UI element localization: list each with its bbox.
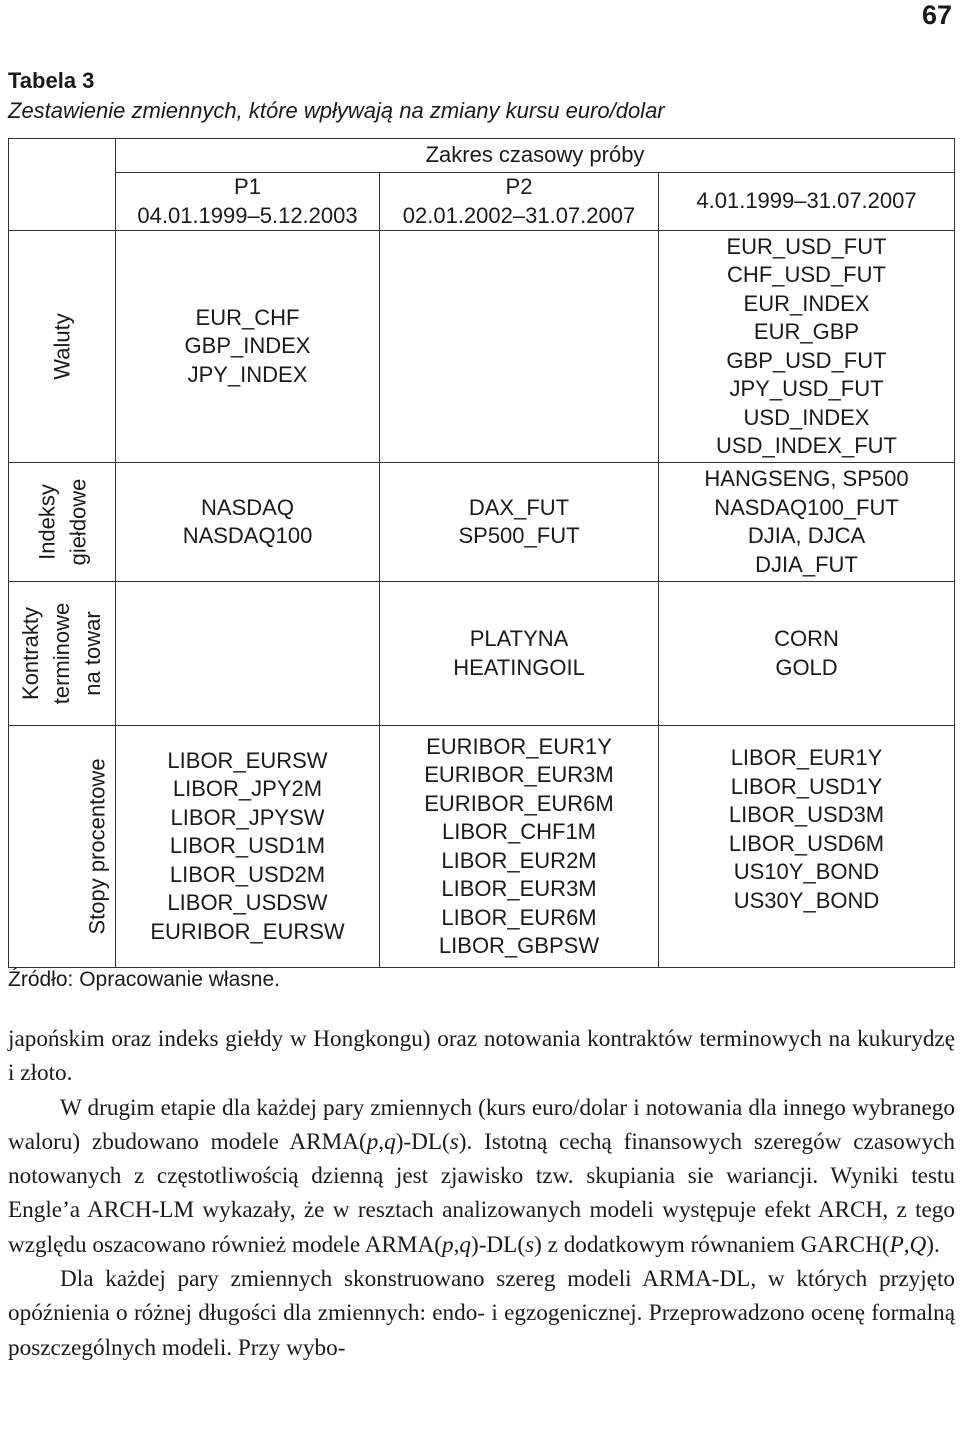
period-name: P1 (234, 174, 261, 199)
math-var: q (384, 1128, 396, 1155)
text-run: W drugim etapie dla każdej pary zmiennych (kurs euro/dolar i notowania dla innego wybranego waloru) zbudowano modele ARMA( (8, 1094, 955, 1155)
math-var: s (449, 1128, 459, 1155)
text-run: ) z dodatkowym równaniem GARCH( (534, 1231, 890, 1258)
cell-value: LIBOR_USDSW (167, 890, 328, 916)
table-cell (380, 463, 659, 582)
category-label: Kontrakty (18, 607, 44, 700)
cell-value: LIBOR_USD2M (169, 861, 326, 887)
period-name: P2 (505, 174, 533, 199)
category-cell (9, 582, 116, 726)
period-range: 02.01.2002–31.07.2007 (402, 202, 636, 228)
header-span-label: Zakres czasowy próby (116, 139, 955, 173)
category-label: na towar (80, 611, 106, 696)
cell-value: LIBOR_EUR3M (441, 876, 597, 901)
cell-value: CHF_USD_FUT (727, 262, 886, 287)
body-text (8, 1022, 955, 1365)
cell-value: LIBOR_EUR6M (441, 904, 597, 930)
math-var: p (442, 1231, 454, 1258)
cell-value: EURIBOR_EUR1Y (426, 733, 612, 759)
cell-value: NASDAQ100 (182, 523, 313, 548)
cell-value: LIBOR_JPY2M (172, 776, 323, 802)
cell-value: LIBOR_EUR2M (441, 847, 597, 873)
cell-value: GBP_INDEX (184, 333, 311, 359)
cell-value: US10Y_BOND (733, 859, 880, 884)
table-cell (659, 463, 955, 582)
table-cell (659, 582, 955, 726)
paragraph: Dla każdej pary zmiennych skonstruowano szereg modeli ARMA-DL, w których przyjęto opóźnienia o różnej długości dla zmiennych: endo- i egzogenicznej. Przeprowadzono ocenę formalną poszczególnych modeli. Przy wybo- (8, 1266, 955, 1361)
period-range: 4.01.1999–31.07.2007 (696, 188, 917, 214)
math-var: s (525, 1231, 535, 1258)
category-label: Stopy procentowe (84, 758, 110, 935)
cell-value: LIBOR_USD3M (728, 802, 885, 827)
header-periods-row (9, 173, 955, 231)
table-row (9, 582, 955, 726)
category-cell (9, 463, 116, 582)
text-run: )-DL( (395, 1128, 450, 1155)
table-cell (116, 582, 380, 726)
category-label: giełdowe (65, 478, 90, 566)
cell-value: HANGSENG, SP500 (704, 466, 909, 491)
math-var: Q (909, 1231, 927, 1258)
table-row (9, 463, 955, 582)
cell-value: LIBOR_EUR1Y (730, 745, 883, 770)
text-run: )-DL( (470, 1231, 526, 1258)
cell-value: EURIBOR_EURSW (150, 918, 345, 944)
cell-value: SP500_FUT (458, 523, 580, 548)
cell-value: EUR_USD_FUT (726, 233, 887, 259)
cell-value: NASDAQ (201, 494, 294, 520)
table-cell (659, 726, 955, 968)
text-run: ). Istotną cechą finansowych szeregów czasowych notowanych z częstotliwością dzienną jest zjawisko tzw. skupiania sie wariancji. Wyniki testu Engle’a ARCH-LM wykazały, że w resztach analizowanych modeli występuje efekt ARCH, z tego względu oszacowano również modele ARMA( (8, 1128, 955, 1258)
table-cell (380, 726, 659, 968)
cell-value: US30Y_BOND (733, 887, 880, 913)
cell-value: CORN (774, 626, 839, 651)
cell-value: LIBOR_USD1M (169, 833, 326, 859)
period-range: 04.01.1999–5.12.2003 (137, 202, 358, 228)
paragraph (8, 1091, 955, 1262)
table-cell (380, 582, 659, 726)
cell-value: LIBOR_GBPSW (438, 933, 600, 958)
cell-value: EUR_INDEX (743, 290, 870, 316)
cell-value: LIBOR_USD1Y (730, 773, 883, 799)
category-label: Waluty (49, 313, 75, 380)
header-corner-cell (9, 139, 116, 231)
category-cell (9, 726, 116, 968)
cell-value: EURIBOR_EUR3M (424, 762, 614, 787)
math-var: p (366, 1128, 379, 1155)
cell-value: GOLD (775, 654, 838, 680)
header-period-p1 (116, 173, 380, 231)
text-run: ). (926, 1231, 940, 1258)
cell-value: JPY_USD_FUT (729, 376, 884, 401)
category-label: Indeksy (34, 484, 59, 560)
table-cell (659, 231, 955, 463)
cell-value: HEATINGOIL (453, 654, 585, 680)
paragraph: japońskim oraz indeks giełdy w Hongkongu) oraz notowania kontraktów terminowych na kukurydzę i złoto. (8, 1026, 955, 1087)
cell-value: LIBOR_CHF1M (441, 819, 597, 844)
table-row (9, 231, 955, 463)
cell-value: DJIA_FUT (755, 551, 858, 577)
source-note: Źródło: Opracowanie własne. (8, 968, 280, 991)
cell-value: LIBOR_USD6M (728, 830, 885, 856)
cell-value: DJIA, DJCA (747, 523, 866, 548)
cell-value: EURIBOR_EUR6M (424, 790, 614, 816)
table-cell (380, 231, 659, 463)
cell-value: EUR_CHF (195, 304, 300, 330)
text-run: , (453, 1231, 460, 1258)
table-cell (116, 463, 380, 582)
math-var: P (889, 1231, 904, 1258)
table-row (9, 726, 955, 968)
category-cell (9, 231, 116, 463)
cell-value: NASDAQ100_FUT (714, 494, 899, 520)
cell-value: GBP_USD_FUT (726, 347, 887, 373)
cell-value: USD_INDEX (743, 404, 870, 430)
cell-value: EUR_GBP (753, 319, 860, 344)
cell-value: JPY_INDEX (187, 361, 308, 387)
header-period-full (659, 173, 955, 231)
math-var: q (459, 1231, 471, 1258)
table-cell (116, 726, 380, 968)
text-run: , (378, 1128, 385, 1155)
text-run: , (903, 1231, 910, 1258)
cell-value: LIBOR_EURSW (167, 747, 328, 773)
cell-value: DAX_FUT (468, 494, 570, 520)
table-cell (116, 231, 380, 463)
category-label: terminowe (49, 602, 75, 705)
cell-value: PLATYNA (469, 626, 569, 651)
table-subtitle: Zestawienie zmiennych, które wpływają na zmiany kursu euro/dolar (8, 98, 665, 123)
cell-value: LIBOR_JPYSW (170, 804, 325, 830)
table-title: Tabela 3 (8, 68, 95, 93)
header-period-p2 (380, 173, 659, 231)
variables-table (8, 138, 955, 968)
page-number: 67 (921, 0, 952, 30)
cell-value: USD_INDEX_FUT (716, 433, 897, 458)
